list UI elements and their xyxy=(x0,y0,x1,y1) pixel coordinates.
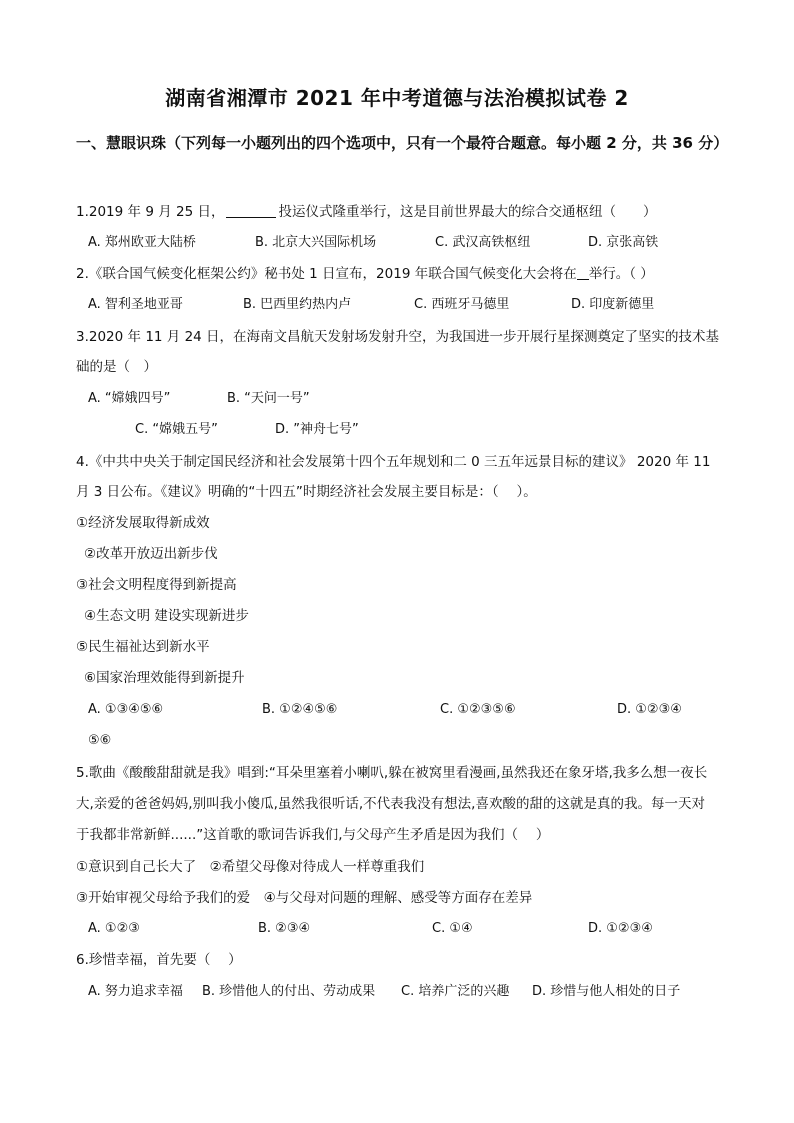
question-5-line-1: 5.歌曲《酸酸甜甜就是我》唱到:“耳朵里塞着小喇叭,躲在被窝里看漫画,虽然我还在象牙塔,我多么想一夜长 xyxy=(76,765,708,781)
question-2 xyxy=(76,264,654,284)
q5-items-row-1: ①意识到自己长大了 ②希望父母像对待成人一样尊重我们 xyxy=(76,859,425,875)
question-2-text-before: 2.《联合国气候变化框架公约》秘书处 1 日宣布，2019 年联合国气候变化大会将在 xyxy=(76,266,577,282)
q4-option-a: A. ①③④⑤⑥ xyxy=(88,702,164,717)
q4-item-6: ⑥国家治理效能得到新提升 xyxy=(84,670,245,686)
question-3-line-2: 础的是（ ） xyxy=(76,359,157,375)
question-4-line-1: 4.《中共中央关于制定国民经济和社会发展第十四个五年规划和二 0 三五年远景目标的建议》 2020 年 11 xyxy=(76,454,711,470)
question-1 xyxy=(76,202,656,222)
q2-option-d: D. 印度新德里 xyxy=(571,297,655,312)
q5-items-row-2: ③开始审视父母给予我们的爱 ④与父母对问题的理解、感受等方面存在差异 xyxy=(76,890,533,906)
q1-option-d: D. 京张高铁 xyxy=(588,235,659,250)
page-title: 湖南省湘潭市 2021 年中考道德与法治模拟试卷 2 xyxy=(165,86,629,110)
q2-option-b: B. 巴西里约热内卢 xyxy=(243,297,352,312)
answer-blank xyxy=(577,265,589,280)
q4-option-d: D. ①②③④ xyxy=(617,702,682,717)
section-heading: 一、慧眼识珠（下列每一小题列出的四个选项中，只有一个最符合题意。每小题 2 分，共 36 分） xyxy=(76,134,729,152)
q2-option-a: A. 智利圣地亚哥 xyxy=(88,297,183,312)
q1-option-c: C. 武汉高铁枢纽 xyxy=(435,235,531,250)
q4-option-c: C. ①②③⑤⑥ xyxy=(440,702,516,717)
q3-option-b: B. “天问一号” xyxy=(227,391,310,406)
question-6-line-1: 6.珍惜幸福，首先要（ ） xyxy=(76,952,242,968)
q6-option-d: D. 珍惜与他人相处的日子 xyxy=(532,984,681,999)
question-5-line-3: 于我都非常新鲜......”这首歌的歌词告诉我们,与父母产生矛盾是因为我们（ ） xyxy=(76,827,550,843)
q1-option-b: B. 北京大兴国际机场 xyxy=(255,235,377,250)
q6-option-c: C. 培养广泛的兴趣 xyxy=(401,984,510,999)
q5-option-b: B. ②③④ xyxy=(258,921,311,936)
q5-option-d: D. ①②③④ xyxy=(588,921,653,936)
q5-option-c: C. ①④ xyxy=(432,921,473,936)
q4-item-1: ①经济发展取得新成效 xyxy=(76,515,210,531)
question-1-text-before: 1.2019 年 9 月 25 日， xyxy=(76,204,225,220)
q5-option-a: A. ①②③ xyxy=(88,921,140,936)
answer-blank xyxy=(226,203,276,218)
q1-option-a: A. 郑州欧亚大陆桥 xyxy=(88,235,196,250)
q3-option-c: C. “嫦娥五号” xyxy=(135,422,218,437)
q6-option-b: B. 珍惜他人的付出、劳动成果 xyxy=(202,984,376,999)
question-5-line-2: 大,亲爱的爸爸妈妈,别叫我小傻瓜,虽然我很听话,不代表我没有想法,喜欢酸的甜的这就是真的我。每一天对 xyxy=(76,796,705,812)
q2-option-c: C. 西班牙马德里 xyxy=(414,297,510,312)
question-3-line-1: 3.2020 年 11 月 24 日，在海南文昌航天发射场发射升空，为我国进一步开展行星探测奠定了坚实的技术基 xyxy=(76,329,720,345)
q4-option-d-continued: ⑤⑥ xyxy=(88,733,112,748)
question-4-line-2: 月 3 日公布。《建议》明确的“十四五”时期经济社会发展主要目标是：（ ）。 xyxy=(76,484,537,500)
q4-item-5: ⑤民生福祉达到新水平 xyxy=(76,639,210,655)
q4-item-4: ④生态文明 建设实现新进步 xyxy=(84,608,249,624)
q4-item-3: ③社会文明程度得到新提高 xyxy=(76,577,237,593)
q4-option-b: B. ①②④⑤⑥ xyxy=(262,702,338,717)
q3-option-d: D. ”神舟七号” xyxy=(275,422,359,437)
q6-option-a: A. 努力追求幸福 xyxy=(88,984,183,999)
question-2-text-after: 举行。（ ） xyxy=(588,266,654,282)
q3-option-a: A. “嫦娥四号” xyxy=(88,391,171,406)
question-1-text-after: 投运仪式隆重举行，这是目前世界最大的综合交通枢纽（ ） xyxy=(278,204,657,220)
q4-item-2: ②改革开放迈出新步伐 xyxy=(84,546,218,562)
